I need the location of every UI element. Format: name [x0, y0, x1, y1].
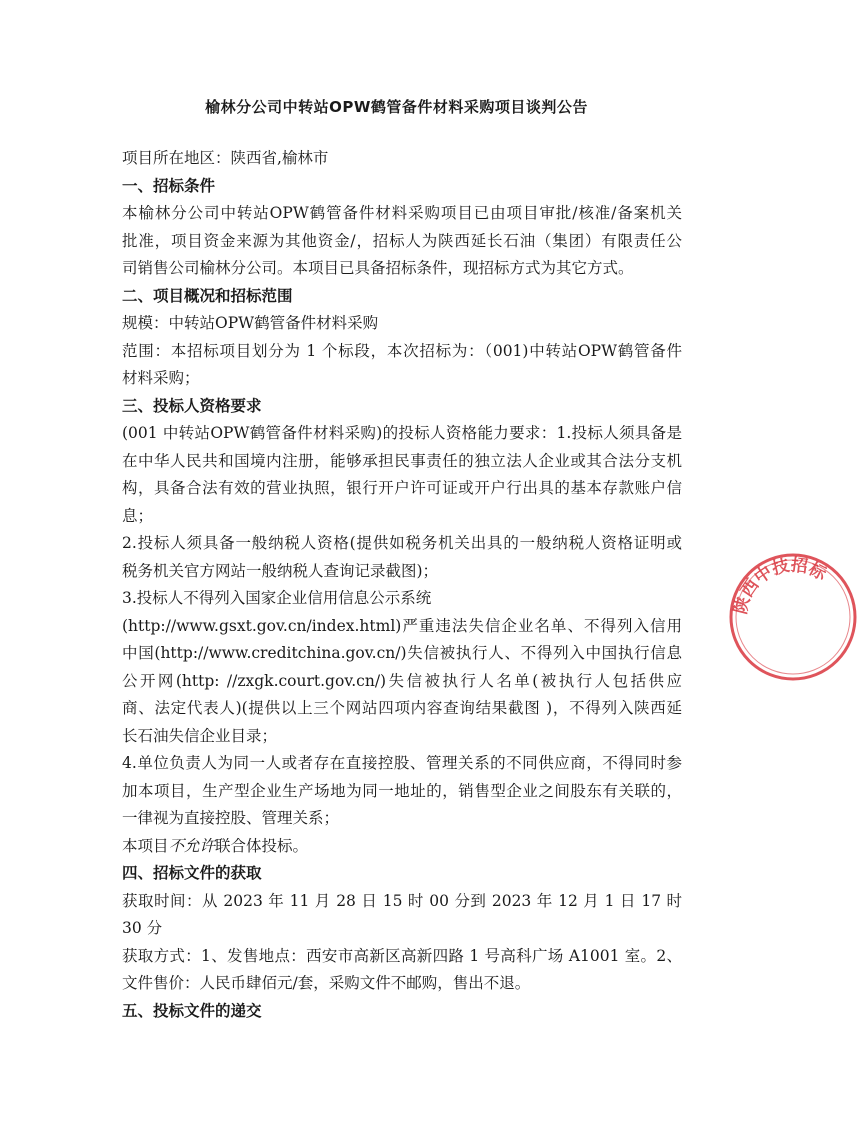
paragraph-line: 商、法定代表人)(提供以上三个网站四项内容查询结果截图 )，不得列入陕西延	[122, 699, 682, 717]
paragraph-line	[122, 833, 682, 861]
paragraph-line: 一律视为直接控股、管理关系；	[122, 809, 340, 827]
section-heading-4: 四、招标文件的获取	[122, 864, 262, 882]
stamp-inner-ring	[736, 560, 850, 674]
paragraph-line: 在中华人民共和国境内注册，能够承担民事责任的独立法人企业或其合法分支机	[122, 451, 682, 470]
paragraph-line: 本榆林分公司中转站OPW鹤管备件材料采购项目已由项目审批/核准/备案机关	[122, 204, 682, 222]
paragraph-line: 2.投标人须具备一般纳税人资格(提供如税务机关出具的一般纳税人资格证明或	[122, 534, 682, 552]
region-line: 项目所在地区：陕西省,榆林市	[122, 149, 329, 167]
document-title: 榆林分公司中转站OPW鹤管备件材料采购项目谈判公告	[205, 98, 588, 116]
section-heading-3: 三、投标人资格要求	[122, 396, 262, 415]
section-heading-5: 五、投标文件的递交	[122, 1001, 262, 1020]
paragraph-line: 税务机关官方网站一般纳税人查询记录截图)；	[122, 561, 439, 580]
section-heading-1: 一、招标条件	[122, 176, 216, 195]
document-body	[122, 145, 682, 1025]
paragraph-line: 司销售公司榆林分公司。本项目已具备招标条件，现招标方式为其它方式。	[122, 259, 634, 277]
paragraph-line: 获取时间：从 2023 年 11 月 28 日 15 时 00 分到 2023 年 12 月 1 日 17 时	[122, 891, 682, 910]
paragraph-line: 材料采购；	[122, 369, 200, 387]
paragraph-line: 批准，项目资金来源为其他资金/，招标人为陕西延长石油（集团）有限责任公	[122, 231, 682, 250]
paragraph-line: 3.投标人不得列入国家企业信用信息公示系统	[122, 589, 432, 607]
text-run: 联合体投标。	[215, 836, 309, 855]
paragraph-line: 4.单位负责人为同一人或者存在直接控股、管理关系的不同供应商，不得同时参	[122, 754, 682, 772]
stamp-text-path: 陕西中技招标	[730, 555, 830, 617]
paragraph-line: 构，具备合法有效的营业执照，银行开户许可证或开户行出具的基本存款账户信	[122, 479, 682, 497]
text-run-italic: 不允许	[168, 836, 216, 855]
paragraph-line: 长石油失信企业目录；	[122, 726, 278, 745]
seal-stamp-icon	[716, 540, 866, 690]
paragraph-line: 中国(http://www.creditchina.gov.cn/)失信被执行人、不得列入中国执行信息	[122, 644, 682, 662]
text-run: 本项目	[122, 836, 169, 855]
stamp-text	[730, 554, 831, 616]
paragraph-line: 公开网(http: //zxgk.court.gov.cn/)失信被执行人名单(被执行人包括供应	[122, 671, 682, 690]
paragraph-line: 加本项目，生产型企业生产场地为同一地址的，销售型企业之间股东有关联的，	[122, 781, 682, 800]
paragraph-line: 30 分	[122, 919, 163, 937]
paragraph-line: 文件售价：人民币肆佰元/套，采购文件不邮购，售出不退。	[122, 974, 531, 992]
paragraph-line: 范围：本招标项目划分为 1 个标段，本次招标为：（001)中转站OPW鹤管备件	[122, 341, 682, 360]
paragraph-line: 规模：中转站OPW鹤管备件材料采购	[122, 314, 379, 332]
paragraph-line: (http://www.gsxt.gov.cn/index.html)严重违法失信企业名单、不得列入信用	[122, 616, 682, 635]
paragraph-line: 获取方式：1、发售地点：西安市高新区高新四路 1 号高科广场 A1001 室。2、	[122, 946, 682, 965]
section-heading-2: 二、项目概况和招标范围	[122, 286, 293, 305]
paragraph-line: 息；	[122, 506, 154, 525]
paragraph-line: (001 中转站OPW鹤管备件材料采购)的投标人资格能力要求：1.投标人须具备是	[122, 424, 682, 442]
